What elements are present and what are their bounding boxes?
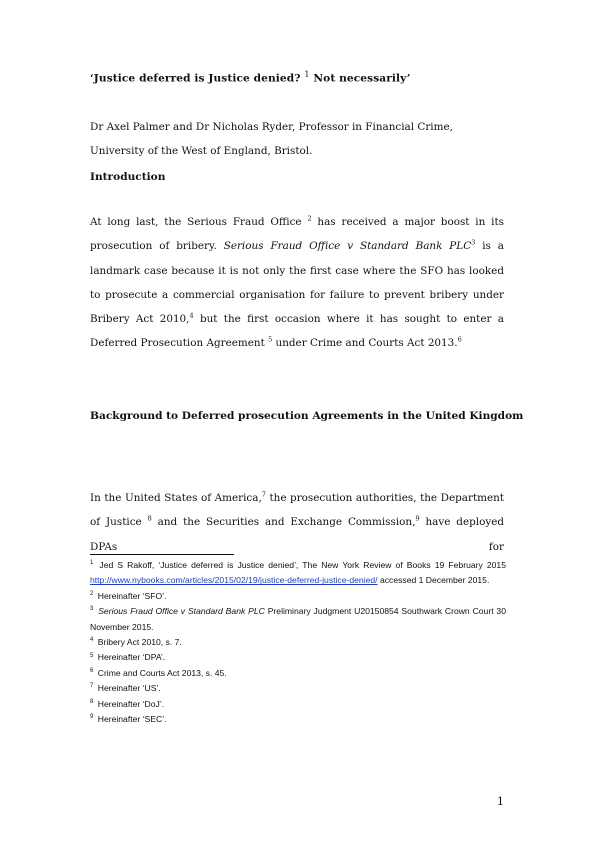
footnote-6: $^6$ Crime and Courts Act 2013, s. 45. <box>90 667 227 678</box>
footnote-7: $^7$ Hereinafter ‘US’. <box>90 683 161 694</box>
background-heading: Background to Deferred prosecution Agreements in the United Kingdom <box>90 410 524 422</box>
document-title: ‘Justice deferred is Justice denied? $^1$ Not necessarily’ <box>90 70 411 85</box>
footnote-3: $^3$ Serious Fraud Office v Standard Bank PLC Preliminary Judgment U20150854 Southwark Crown Court 30 November 2015. <box>90 606 506 632</box>
footnote-2: $^2$ Hereinafter ‘SFO’. <box>90 590 167 601</box>
footnote-link[interactable]: http://www.nybooks.com/articles/2015/02/19/justice-deferred-justice-denied/ <box>90 575 378 586</box>
footnote-1: $^1$ Jed S Rakoff, ‘Justice deferred is Justice denied’, The New York Review of Books 19 February 2015 http://www.nybooks.com/articles/2015/02/19/justice-deferred-justice-denied/ accessed 1 December 2015. <box>90 560 506 586</box>
author-line: Dr Axel Palmer and Dr Nicholas Ryder, Professor in Financial Crime, University of the West of England, Bristol. <box>90 121 453 157</box>
footnote-ref-8[interactable]: 8 <box>147 514 152 523</box>
footnote-8: $^8$ Hereinafter ‘DoJ’. <box>90 698 165 709</box>
footnote-separator <box>90 554 234 555</box>
footnote-ref-2[interactable]: 2 <box>307 214 312 223</box>
background-paragraph: In the United States of America,$^7$ the prosecution authorities, the Department of Justice $^8$ and the Securities and Exchange Commission,$^9$ have deployed DPAs for <box>90 490 505 553</box>
footnote-ref-6[interactable]: 6 <box>457 336 462 345</box>
introduction-heading: Introduction <box>90 171 166 183</box>
footnote-ref-1[interactable]: 1 <box>304 70 310 79</box>
footnote-ref-5[interactable]: 5 <box>268 336 273 345</box>
case-name: Serious Fraud Office v Standard Bank PLC <box>223 240 472 253</box>
footnote-ref-3[interactable]: 3 <box>471 238 476 247</box>
footnote-4: $^4$ Bribery Act 2010, s. 7. <box>90 637 182 648</box>
footnotes <box>90 558 506 727</box>
footnote-ref-9[interactable]: 9 <box>415 514 420 523</box>
footnote-ref-4[interactable]: 4 <box>189 311 194 320</box>
footnote-5: $^5$ Hereinafter ‘DPA’. <box>90 652 166 663</box>
footnote-ref-7[interactable]: 7 <box>261 490 266 499</box>
introduction-paragraph: At long last, the Serious Fraud Office $^2$ has received a major boost in its prosecution of bribery. Serious Fraud Office v Standard Bank PLC$^3$ is a landmark case because it is not only the first case where the SFO has looked to prosecute a commercial organisation for failure to prevent bribery under Bribery Act 2010,$^4$ but the first occasion where it has sought to enter a Deferred Prosecution Agreement $^5$ under Crime and Courts Act 2013.$^6$ <box>90 214 504 350</box>
page-number: 1 <box>497 795 504 808</box>
footnote-9: $^9$ Hereinafter ‘SEC’. <box>90 714 167 725</box>
